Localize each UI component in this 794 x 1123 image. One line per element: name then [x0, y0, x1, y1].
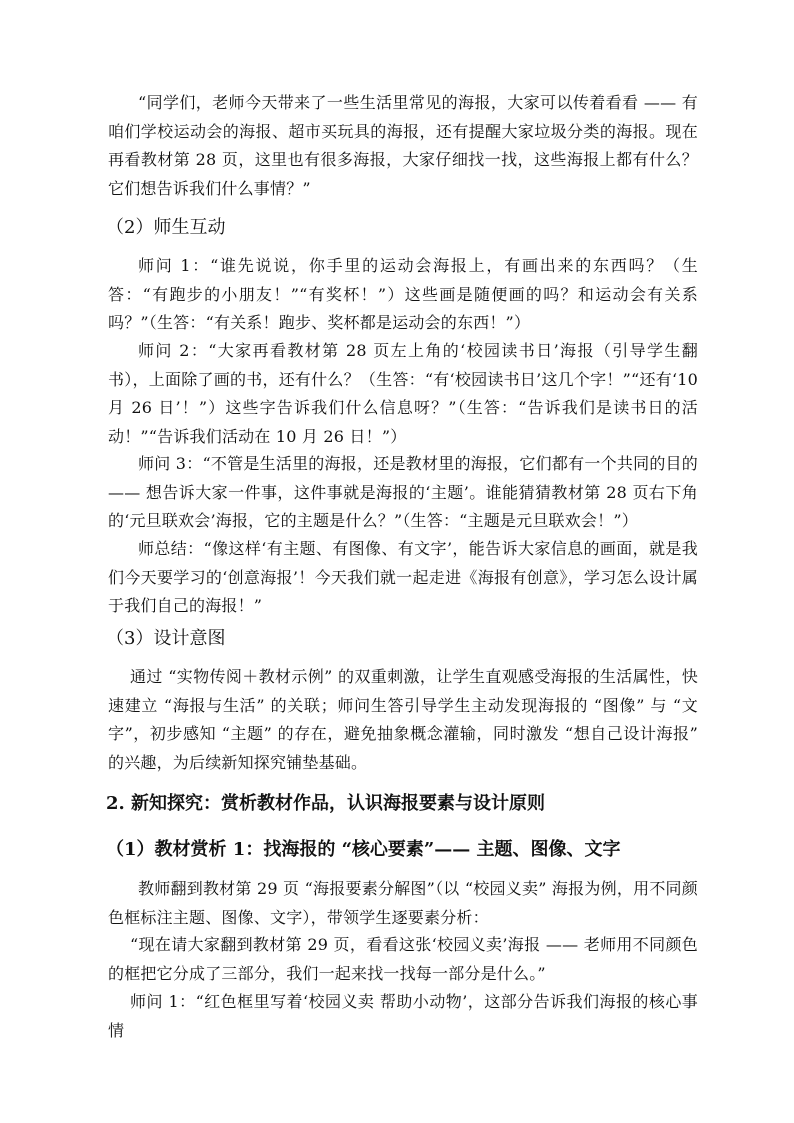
- heading-appreciation: （1）教材赏析 1：找海报的 “核心要素”—— 主题、图像、文字: [106, 839, 621, 860]
- intro-paragraph: “同学们，老师今天带来了一些生活里常见的海报，大家可以传着看看 —— 有咱们学校运动会的海报、超市买玩具的海报，还有提醒大家垃圾分类的海报。现在再看教材第 28 页，这里也有很多海报，大家仔细找一找，这些海报上都有什么？它们想告诉我们什么事情？”: [108, 93, 698, 198]
- heading-section-2: 2. 新知探究：赏析教材作品，认识海报要素与设计原则: [106, 793, 546, 814]
- question-3-paragraph: 师问 3：“不管是生活里的海报，还是教材里的海报，它们都有一个共同的目的 —— 想告诉大家一件事，这件事就是海报的‘主题’。谁能猜猜教材第 28 页右下角的‘元旦联欢会’海报，它的主题是什么？”（生答：“主题是元旦联欢会！”）: [108, 454, 698, 530]
- summary-paragraph: 师总结：“像这样‘有主题、有图像、有文字’，能告诉大家信息的画面，就是我们今天要学习的‘创意海报’！今天我们就一起走进《海报有创意》，学习怎么设计属于我们自己的海报！”: [108, 539, 698, 615]
- question-2-paragraph: 师问 2：“大家再看教材第 28 页左上角的‘校园读书日’海报（引导学生翻书），上面除了画的书，还有什么？（生答：“有‘校园读书日’这几个字！”“还有‘10 月 26 日’！”）这些字告诉我们什么信息呀？”（生答：“告诉我们是读书日的活动！”“告诉我们活动在 10 月 26 日！”）: [108, 341, 698, 446]
- question-1b-paragraph: 师问 1：“红色框里写着‘校园义卖 帮助小动物’，这部分告诉我们海报的核心事情: [108, 992, 698, 1040]
- question-1-paragraph: 师问 1：“谁先说说，你手里的运动会海报上，有画出来的东西吗？（生答：“有跑步的小朋友！”“有奖杯！”）这些画是随便画的吗？和运动会有关系吗？”（生答：“有关系！跑步、奖杯都是运动会的东西！”）: [108, 256, 698, 332]
- heading-interaction: （2）师生互动: [106, 217, 226, 238]
- design-intent-paragraph: 通过 “实物传阅＋教材示例” 的双重刺激，让学生直观感受海报的生活属性，快速建立 “海报与生活” 的关联；师问生答引导学生主动发现海报的 “图像” 与 “文字”，初步感知 “主题” 的存在，避免抽象概念灌输，同时激发 “想自己设计海报” 的兴趣，为后续新知探究铺垫基础。: [108, 667, 698, 772]
- heading-design-intent: （3）设计意图: [106, 628, 226, 649]
- quote-paragraph: “现在请大家翻到教材第 29 页，看看这张‘校园义卖’海报 —— 老师用不同颜色的框把它分成了三部分，我们一起来找一找每一部分是什么。”: [108, 935, 698, 983]
- teacher-open-paragraph: 教师翻到教材第 29 页 “海报要素分解图”（以 “校园义卖” 海报为例，用不同颜色框标注主题、图像、文字），带领学生逐要素分析：: [108, 879, 698, 927]
